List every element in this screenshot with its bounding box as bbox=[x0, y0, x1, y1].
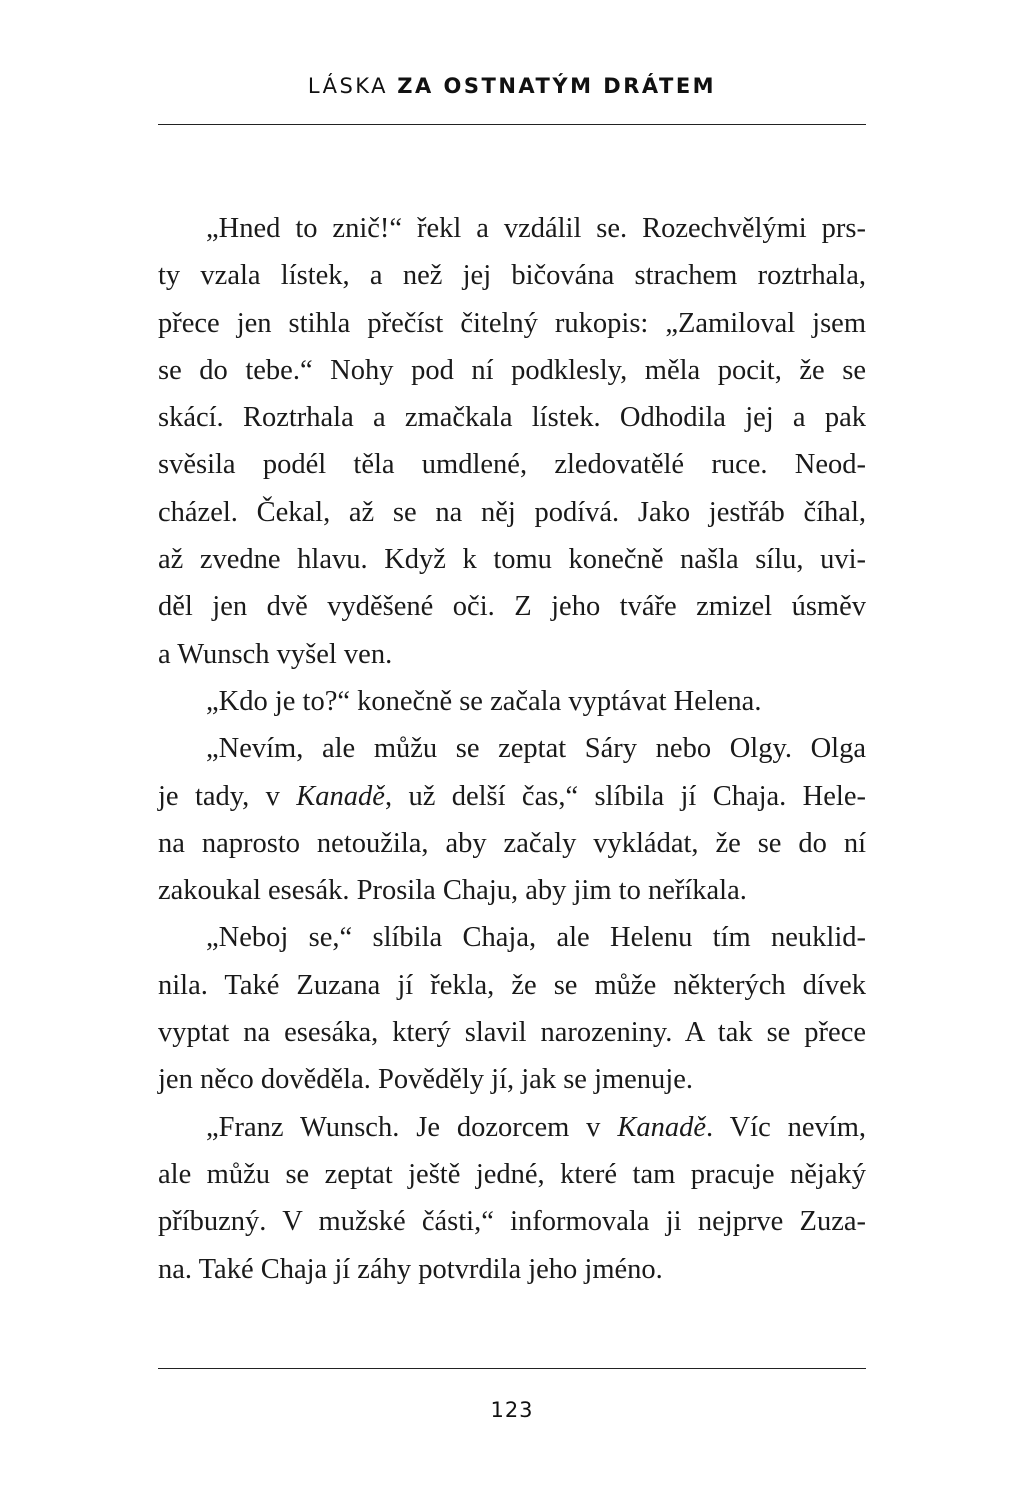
header-title-light: LÁSKA bbox=[307, 74, 389, 98]
text-fragment: je tady, v bbox=[158, 780, 297, 812]
text-line: na. Také Chaja jí záhy potvrdila jeho jméno. bbox=[158, 1253, 663, 1285]
text-line: „Hned to znič!“ řekl a vzdálil se. Rozechvělými prs- bbox=[206, 213, 866, 244]
text-line: příbuzný. V mužské části,“ informovala ji nejprve Zuza- bbox=[158, 1206, 866, 1238]
text-line: nila. Také Zuzana jí řekla, že se může některých dívek bbox=[158, 969, 866, 1001]
header-divider bbox=[158, 124, 866, 125]
text-line: se do tebe.“ Nohy pod ní podklesly, měla pocit, že se bbox=[158, 354, 866, 386]
text-line: zakoukal esesák. Prosila Chaju, aby jim to neříkala. bbox=[158, 875, 747, 907]
text-line: skácí. Roztrhala a zmačkala lístek. Odhodila jej a pak bbox=[158, 402, 866, 434]
text-fragment: „Franz Wunsch. Je dozorcem v bbox=[206, 1111, 618, 1143]
text-line: až zvedne hlavu. Když k tomu konečně našla sílu, uvi- bbox=[158, 544, 866, 576]
text-line: svěsila podél těla umdlené, zledovatělé ruce. Neod- bbox=[158, 449, 866, 481]
text-line: ale můžu se zeptat ještě jedné, které tam pracuje nějaký bbox=[158, 1158, 866, 1190]
text-line: cházel. Čekal, až se na něj podívá. Jako jestřáb číhal, bbox=[158, 496, 866, 528]
text-fragment: , už delší čas,“ slíbila jí Chaja. Hele- bbox=[384, 780, 866, 812]
text-line: děl jen dvě vyděšené oči. Z jeho tváře zmizel úsměv bbox=[158, 591, 866, 623]
running-header bbox=[158, 74, 866, 98]
text-line: „Neboj se,“ slíbila Chaja, ale Helenu tím neuklid- bbox=[206, 922, 866, 954]
italic-term: Kanadě bbox=[617, 1111, 707, 1143]
text-line: vyptat na esesáka, který slavil narozeniny. A tak se přece bbox=[158, 1017, 866, 1049]
text-line bbox=[158, 773, 866, 820]
page-number: 123 bbox=[490, 1398, 534, 1422]
text-line: „Nevím, ale můžu se zeptat Sáry nebo Olgy. Olga bbox=[206, 733, 866, 765]
text-line: a Wunsch vyšel ven. bbox=[158, 638, 393, 670]
text-line: ty vzala lístek, a než jej bičována strachem roztrhala, bbox=[158, 260, 866, 292]
text-fragment: . Víc nevím, bbox=[706, 1111, 866, 1143]
footer-divider bbox=[158, 1368, 866, 1369]
italic-term: Kanadě bbox=[296, 780, 385, 812]
text-line: „Kdo je to?“ konečně se začala vyptávat Helena. bbox=[206, 685, 762, 717]
text-line: jen něco dověděla. Pověděly jí, jak se jmenuje. bbox=[158, 1064, 694, 1096]
text-line: na naprosto netoužila, aby začaly vykládat, že se do ní bbox=[158, 827, 866, 859]
text-line: přece jen stihla přečíst čitelný rukopis: „Zamiloval jsem bbox=[158, 307, 866, 339]
header-title-bold: ZA OSTNATÝM DRÁTEM bbox=[397, 74, 717, 98]
page-body bbox=[158, 205, 866, 1293]
text-line bbox=[158, 1104, 866, 1151]
